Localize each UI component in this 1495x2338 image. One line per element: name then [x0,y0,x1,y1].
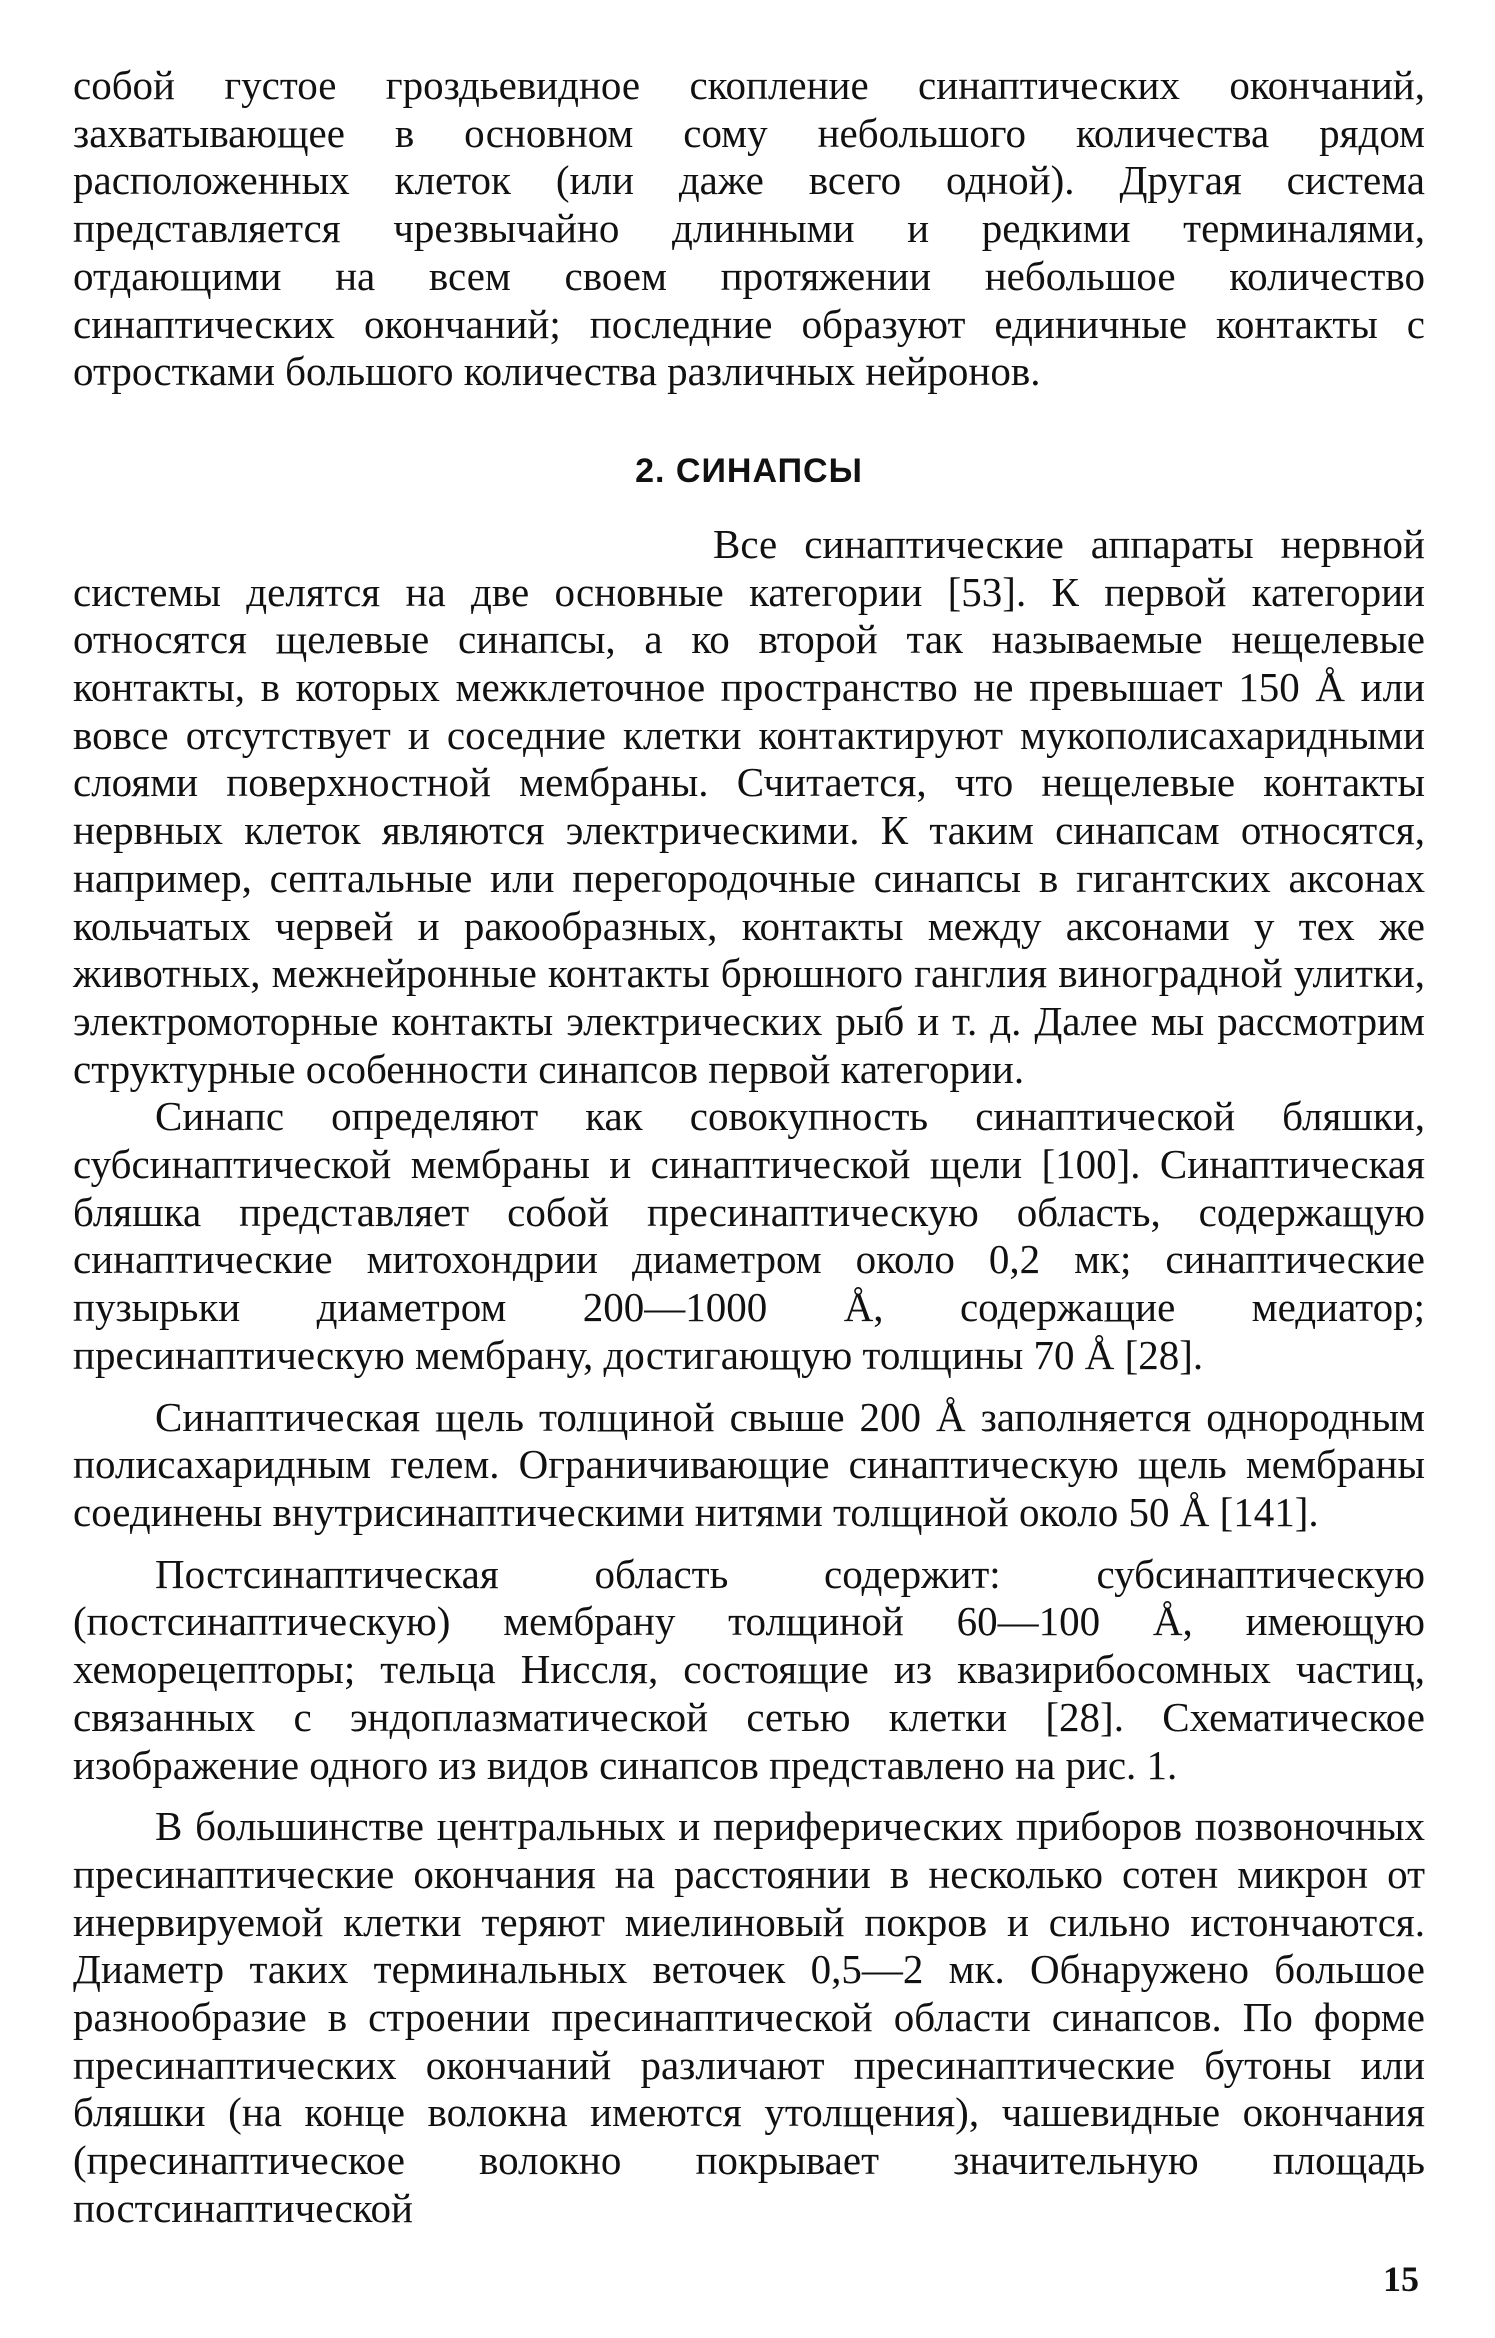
paragraph-synapse-definition: Синапс определяют как совокупность синаптической бляшки, субсинаптической мембраны и синаптической щели [100]. Синаптическая бляшка представляет собой пресинаптическую область, содержащую синаптические митохондрии диаметром около 0,2 мк; синаптические пузырьки диаметром 200—1000 Å, содержащие медиатор; пресинаптическую мембрану, достигающую толщины 70 Å [28]. [73,1093,1425,1378]
paragraph-synaptic-cleft: Синаптическая щель толщиной свыше 200 Å заполняется однородным полисахаридным гелем. Ограничивающие синаптическую щель мембраны соединены внутрисинаптическими нитями толщиной около 50 Å [141]. [73,1393,1425,1535]
book-page [73,62,1425,2302]
paragraph-presynaptic-endings: В большинстве центральных и периферических приборов позвоночных пресинаптические окончания на расстоянии в несколько сотен микрон от инервируемой клетки теряют миелиновый покров и сильно истончаются. Диаметр таких терминальных веточек 0,5—2 мк. Обнаружено большое разнообразие в строении пресинаптической области синапсов. По форме пресинаптических окончаний различают пресинаптические бутоны или бляшки (на конце волокна имеются утолщения), чашевидные окончания (пресинаптическое волокно покрывает значительную площадь постсинаптической [73,1803,1425,2231]
continuation-paragraph: собой густое гроздьевидное скопление синаптических окончаний, захватывающее в основном сому небольшого количества рядом расположенных клеток (или даже всего одной). Другая система представляется чрезвычайно длинными и редкими терминалями, отдающими на всем своем протяжении небольшое количество синаптических окончаний; последние образуют единичные контакты с отростками большого количества различных нейронов. [73,62,1425,395]
paragraph-postsynaptic-area: Постсинаптическая область содержит: субсинаптическую (постсинаптическую) мембрану толщиной 60—100 Å, имеющую хеморецепторы; тельца Ниссля, состоящие из квазирибосомных частиц, связанных с эндоплазматической сетью клетки [28]. Схематическое изображение одного из видов синапсов представлено на рис. 1. [73,1550,1425,1788]
section-heading: 2. СИНАПСЫ [635,451,863,490]
paragraph-synapse-categories: Все синаптические аппараты нервной системы делятся на две основные категории [53]. К первой категории относятся щелевые синапсы, а ко второй так называемые нещелевые контакты, в которых межклеточное пространство не превышает 150 Å или вовсе отсутствует и соседние клетки контактируют мукополисахаридными слоями поверхностной мембраны. Считается, что нещелевые контакты нервных клеток являются электрическими. К таким синапсам относятся, например, септальные или перегородочные синапсы в гигантских аксонах кольчатых червей и ракообразных, контакты между аксонами у тех же животных, межнейронные контакты брюшного ганглия виноградной улитки, электромоторные контакты электрических рыб и т. д. Далее мы рассмотрим структурные особенности синапсов первой категории. [73,520,1425,1092]
page-number: 15 [1383,2259,1419,2299]
